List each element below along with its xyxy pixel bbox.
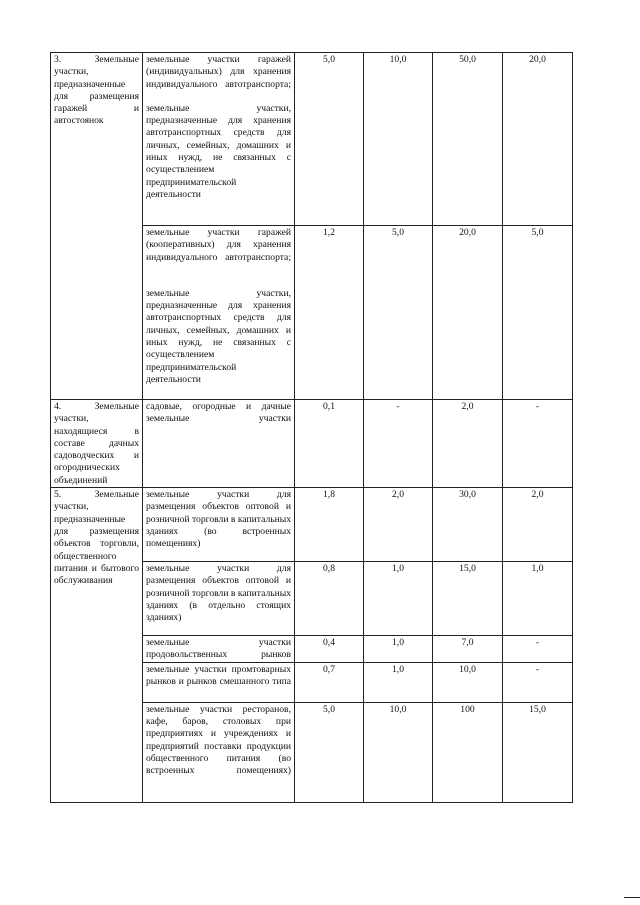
rate-cell-2: 1,0	[364, 636, 433, 663]
page-edge-mark	[624, 897, 640, 898]
rate-cell-1: 5,0	[295, 53, 364, 226]
rate-cell-2: 2,0	[364, 488, 433, 562]
description-cell	[143, 53, 295, 226]
table-row	[51, 400, 573, 488]
rate-cell-2: 5,0	[364, 226, 433, 400]
rate-cell-4: -	[503, 400, 573, 488]
description-cell	[143, 662, 295, 702]
description-text: земельные участки продовольственных рынков	[146, 637, 291, 661]
rate-cell-4: 20,0	[503, 53, 573, 226]
rate-cell-4: -	[503, 662, 573, 702]
table-row	[51, 53, 573, 226]
description-cell	[143, 636, 295, 663]
category-cell	[51, 488, 143, 803]
rate-cell-4: 15,0	[503, 702, 573, 802]
category-cell	[51, 53, 143, 400]
rate-cell-3: 15,0	[433, 562, 503, 636]
rate-cell-4: -	[503, 636, 573, 663]
rate-cell-1: 1,2	[295, 226, 364, 400]
rate-cell-2: 1,0	[364, 562, 433, 636]
description-text: земельные участки ресторанов, кафе, баров, столовых при предприятиях и учреждениях и предприятий поставки продукции общественного питания (во встроенных помещениях)	[146, 703, 291, 777]
rate-cell-3: 50,0	[433, 53, 503, 226]
description-cell	[143, 226, 295, 400]
rate-cell-1: 0,1	[295, 400, 364, 488]
description-cell	[143, 702, 295, 802]
description-text: земельные участки гаражей (индивидуальных) для хранения индивидуального автотранспорта;	[146, 54, 291, 90]
description-text: земельные участки гаражей (кооперативных) для хранения индивидуального автотранспорта;	[146, 227, 291, 263]
category-text: 5. Земельные участки, предназначенные для размещения объектов торговли, общественного питания и бытового обслуживания	[54, 489, 139, 587]
rate-cell-3: 100	[433, 702, 503, 802]
rate-cell-1: 0,8	[295, 562, 364, 636]
rate-cell-2: 10,0	[364, 53, 433, 226]
description-cell	[143, 400, 295, 488]
rate-cell-3: 2,0	[433, 400, 503, 488]
rate-cell-3: 10,0	[433, 662, 503, 702]
description-text: земельные участки, предназначенные для хранения автотранспортных средств для личных, семейных, домашних и иных нужд, не связанных с осуществлением предпринимательской деятельности	[146, 102, 291, 200]
rate-cell-3: 20,0	[433, 226, 503, 400]
table-row	[51, 488, 573, 562]
rate-cell-2: 1,0	[364, 662, 433, 702]
rate-cell-1: 5,0	[295, 702, 364, 802]
category-text: 3. Земельные участки, предназначенные для размещения гаражей и автостоянок	[54, 54, 139, 127]
rate-cell-1: 1,8	[295, 488, 364, 562]
rate-cell-3: 30,0	[433, 488, 503, 562]
rate-cell-4: 2,0	[503, 488, 573, 562]
rate-cell-1: 0,7	[295, 662, 364, 702]
rate-cell-2: -	[364, 400, 433, 488]
description-text: земельные участки промтоварных рынков и рынков смешанного типа	[146, 663, 291, 687]
rate-cell-4: 5,0	[503, 226, 573, 400]
description-text: земельные участки для размещения объектов оптовой и розничной торговли в капитальных зданиях (во встроенных помещениях)	[146, 489, 291, 550]
rate-cell-4: 1,0	[503, 562, 573, 636]
description-cell	[143, 488, 295, 562]
description-text: земельные участки для размещения объектов оптовой и розничной торговли в капитальных зданиях (в отдельно стоящих зданиях)	[146, 563, 291, 624]
rate-cell-3: 7,0	[433, 636, 503, 663]
rate-cell-2: 10,0	[364, 702, 433, 802]
land-tax-rates-table	[50, 52, 573, 803]
description-cell	[143, 562, 295, 636]
description-text: земельные участки, предназначенные для хранения автотранспортных средств для личных, семейных, домашних и иных нужд, не связанных с осуществлением предпринимательской деятельности	[146, 287, 291, 385]
category-text: 4. Земельные участки, находящиеся в составе дачных садоводческих и огороднических объединений	[54, 401, 139, 486]
description-text: садовые, огородные и дачные земельные участки	[146, 401, 291, 425]
rate-cell-1: 0,4	[295, 636, 364, 663]
category-cell	[51, 400, 143, 488]
